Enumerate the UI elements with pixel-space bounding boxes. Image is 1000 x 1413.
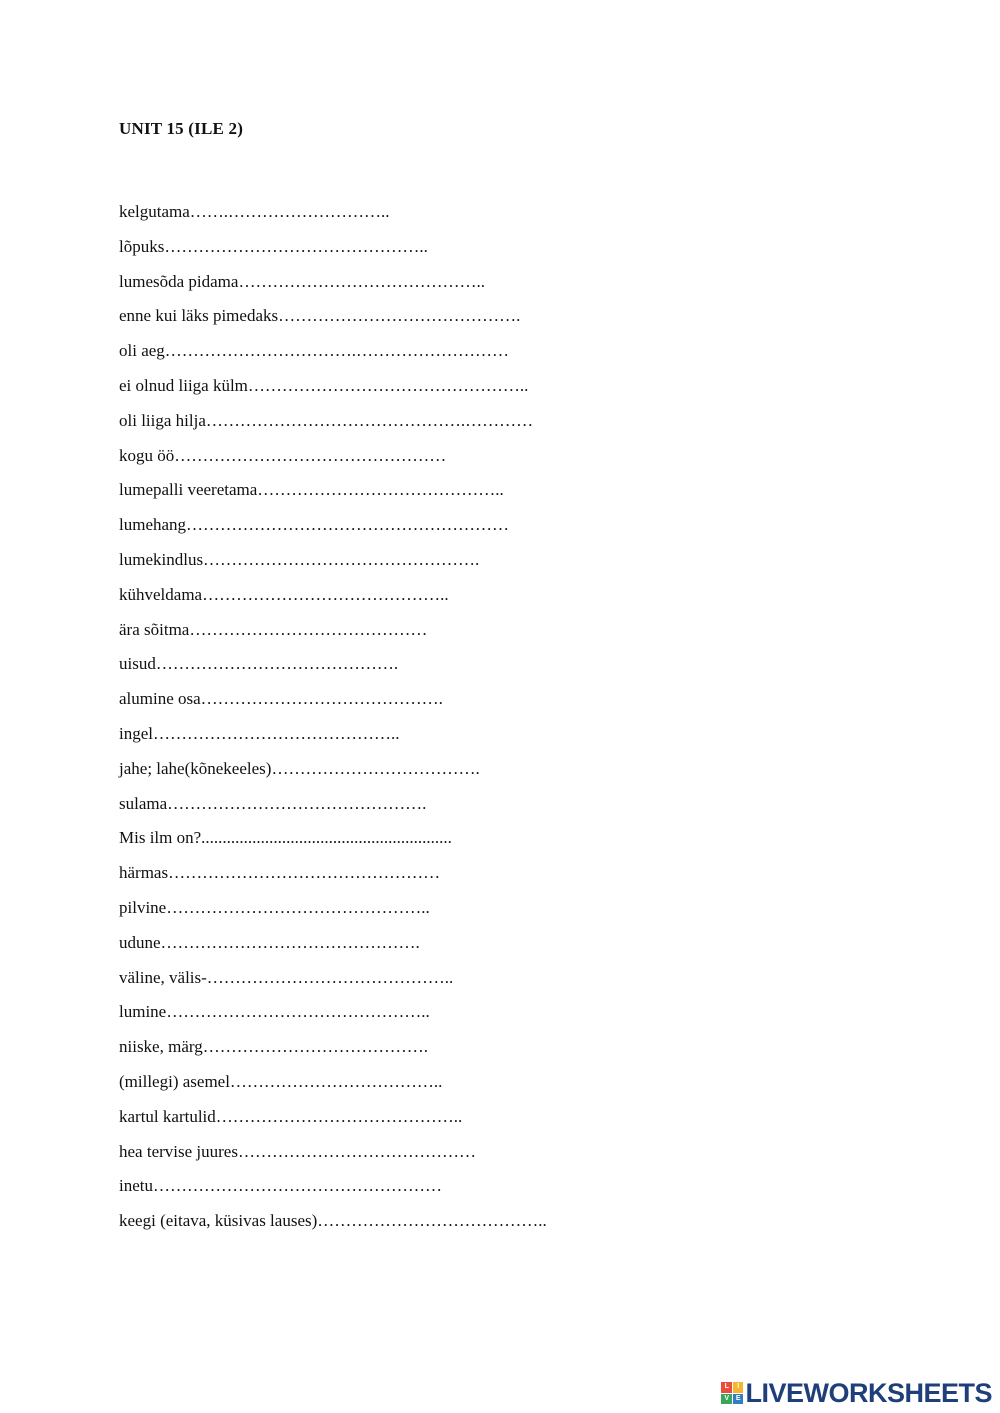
vocabulary-item: (millegi) asemel……………………………….. [119, 1071, 443, 1091]
vocabulary-list [119, 198, 547, 1242]
vocabulary-item: kelgutama…….……………………….. [119, 202, 390, 221]
liveworksheets-logo [721, 1378, 992, 1408]
vocabulary-item: hea tervise juures…………………………………… [119, 1141, 476, 1161]
vocabulary-item: lumesõda pidama…………………………………….. [119, 271, 485, 291]
vocabulary-item: udune………………………………………. [119, 932, 420, 952]
vocabulary-item: lumepalli veeretama…………………………………….. [119, 480, 504, 500]
vocabulary-item: jahe; lahe(kõnekeeles)………………………………. [119, 758, 480, 778]
vocabulary-item: kogu öö………………………………………… [119, 445, 447, 465]
vocabulary-item: ära sõitma…………………………………… [119, 619, 428, 639]
vocabulary-item: Mis ilm on?........................................................... [119, 828, 452, 848]
vocabulary-item: inetu…………………………………………… [119, 1176, 442, 1196]
logo-square: E [733, 1394, 744, 1405]
logo-square: L [721, 1382, 732, 1393]
vocabulary-item: niiske, märg…………………………………. [119, 1037, 428, 1057]
logo-square: V [721, 1394, 732, 1405]
liveworksheets-logo-icon [721, 1382, 743, 1404]
page-title: UNIT 15 (ILE 2) [119, 119, 244, 138]
vocabulary-item: härmas………………………………………… [119, 863, 441, 883]
vocabulary-item: alumine osa……………………………………. [119, 689, 443, 709]
vocabulary-item: sulama………………………………………. [119, 793, 427, 813]
vocabulary-item: pilvine……………………………………….. [119, 897, 430, 917]
vocabulary-item: lumehang………………………………………………… [119, 515, 510, 535]
vocabulary-item: oli liiga hilja……………………………………….………… [119, 410, 534, 430]
vocabulary-item: ingel…………………………………….. [119, 723, 400, 743]
vocabulary-item: oli aeg…………………………….……………………… [119, 341, 510, 361]
vocabulary-item: kühveldama…………………………………….. [119, 584, 449, 604]
logo-square: I [733, 1382, 744, 1393]
vocabulary-item: keegi (eitava, küsivas lauses)………………………………….. [119, 1211, 547, 1231]
vocabulary-item: lumine……………………………………….. [119, 1002, 430, 1022]
liveworksheets-wordmark: LIVEWORKSHEETS [745, 1377, 992, 1408]
vocabulary-item: enne kui läks pimedaks……………………………………. [119, 306, 521, 326]
vocabulary-item: ei olnud liiga külm………………………………………….. [119, 375, 529, 395]
vocabulary-item: lumekindlus…………………………………………. [119, 549, 480, 569]
vocabulary-item: uisud……………………………………. [119, 654, 399, 674]
vocabulary-item: väline, välis-…………………………………….. [119, 967, 454, 987]
vocabulary-item: lõpuks……………………………………….. [119, 236, 428, 256]
vocabulary-item: kartul kartulid…………………………………….. [119, 1106, 463, 1126]
